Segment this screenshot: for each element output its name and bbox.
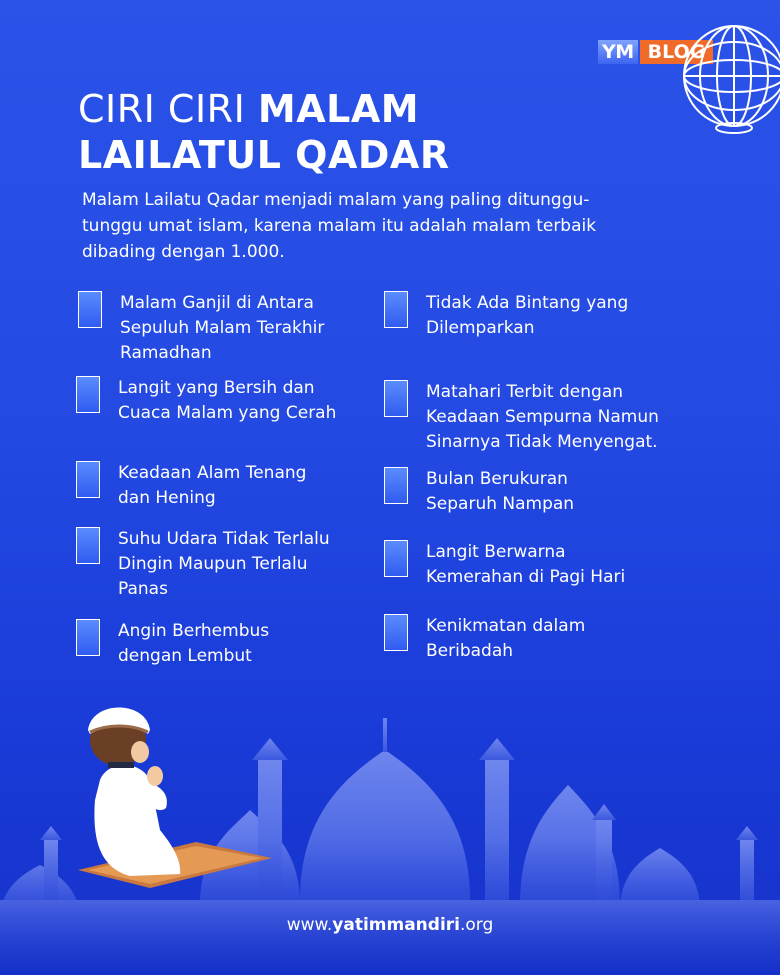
intro-paragraph: Malam Lailatu Qadar menjadi malam yang paling ditunggu-tunggu umat islam, karena malam itu adalah malam terbaik dibading dengan 1.000. <box>82 190 597 262</box>
url-suffix: .org <box>459 915 494 935</box>
list-item <box>384 540 646 590</box>
list-item-text: Langit yang Bersih dan Cuaca Malam yang Cerah <box>118 378 337 423</box>
logo-blog: BLOG <box>640 40 714 64</box>
list-item-text: Matahari Terbit dengan Keadaan Sempurna Namun Sinarnya Tidak Menyengat. <box>426 382 659 452</box>
url-prefix: www. <box>286 915 333 935</box>
checkbox-icon <box>76 619 100 656</box>
title-bold-inline: MALAM <box>257 87 420 131</box>
list-item-text: Suhu Udara Tidak Terlalu Dingin Maupun Terlalu Panas <box>118 529 330 599</box>
checkbox-icon <box>384 467 408 504</box>
list-item <box>384 380 686 455</box>
checkbox-icon <box>76 527 100 564</box>
list-item-text: Tidak Ada Bintang yang Dilemparkan <box>426 293 629 338</box>
list-item-text: Langit Berwarna Kemerahan di Pagi Hari <box>426 542 626 587</box>
checkbox-icon <box>384 540 408 577</box>
globe-icon <box>668 14 780 138</box>
list-item <box>384 291 656 341</box>
logo-ym: YM <box>598 40 638 64</box>
list-item <box>384 614 626 664</box>
website-url <box>0 915 780 935</box>
list-item-text: Angin Berhembus dengan Lembut <box>118 621 270 666</box>
page-title <box>78 86 638 178</box>
praying-child <box>88 708 180 877</box>
list-item-text: Kenikmatan dalam Beribadah <box>426 616 586 661</box>
list-item <box>384 467 606 517</box>
list-item <box>76 376 338 426</box>
checkbox-icon <box>384 291 408 328</box>
list-item-text: Malam Ganjil di Antara Sepuluh Malam Terakhir Ramadhan <box>120 293 325 363</box>
url-domain: yatimmandiri <box>332 915 460 935</box>
list-item-text: Keadaan Alam Tenang dan Hening <box>118 463 307 508</box>
list-item <box>78 291 350 366</box>
list-item <box>76 619 318 669</box>
list-item <box>76 461 328 511</box>
title-light: CIRI CIRI <box>78 87 246 131</box>
list-item-text: Bulan Berukuran Separuh Nampan <box>426 469 575 514</box>
checkbox-icon <box>76 461 100 498</box>
checkbox-icon <box>78 291 102 328</box>
title-bold-line2: LAILATUL QADAR <box>78 133 450 177</box>
list-item <box>76 527 333 602</box>
checkbox-icon <box>384 614 408 651</box>
checkbox-icon <box>384 380 408 417</box>
checkbox-icon <box>76 376 100 413</box>
